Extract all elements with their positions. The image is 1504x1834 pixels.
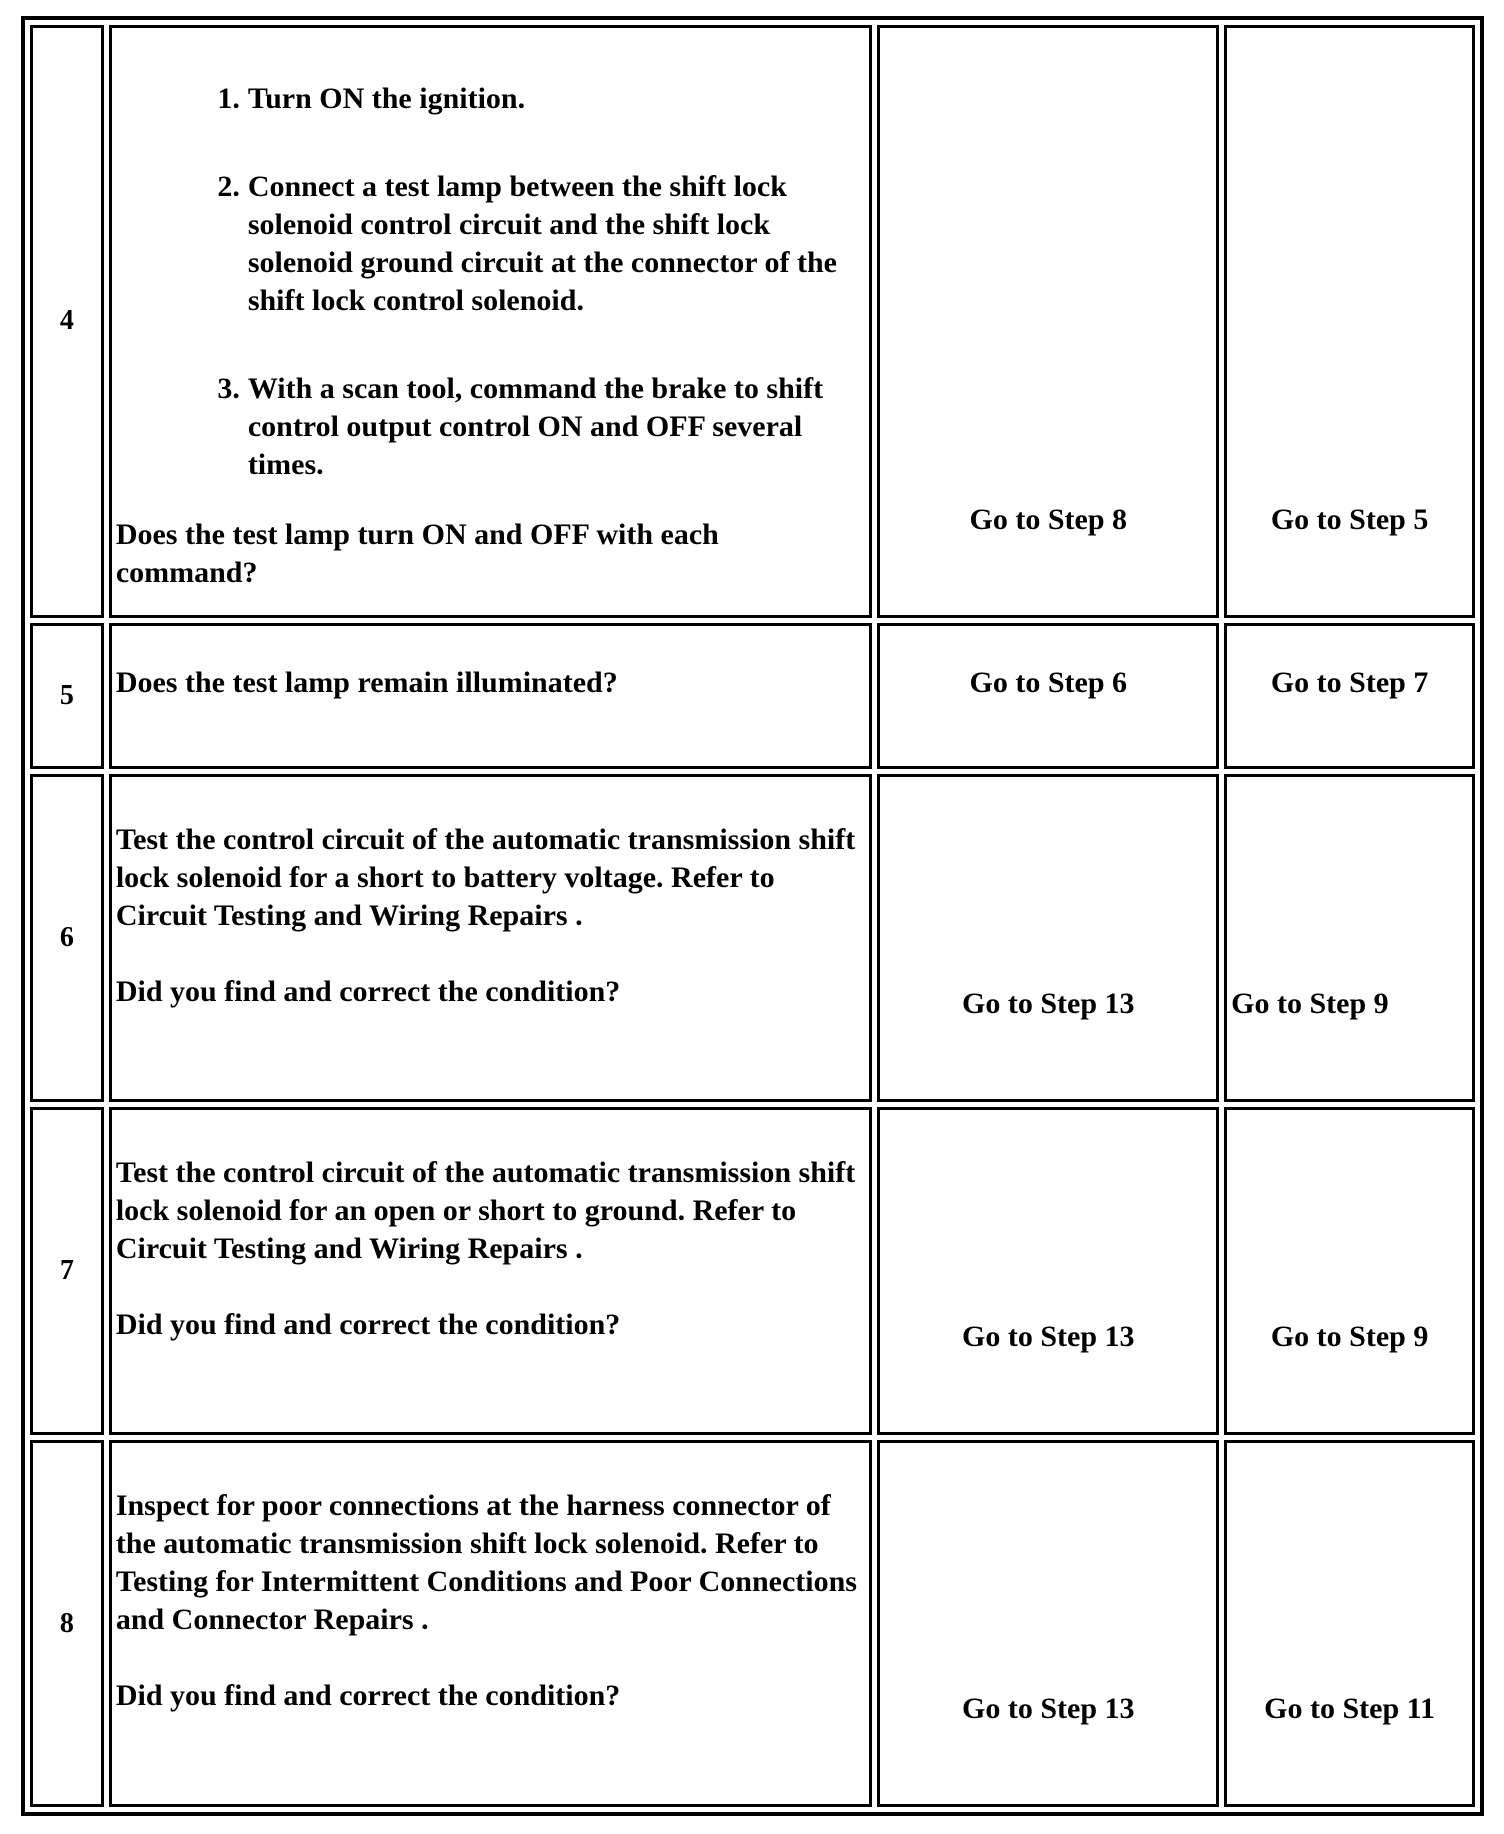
- no-result: Go to Step 11: [1224, 1440, 1475, 1807]
- no-result: Go to Step 5: [1224, 25, 1475, 618]
- substep-list: [116, 80, 862, 484]
- list-item: [116, 370, 862, 484]
- list-item: [116, 168, 862, 320]
- diagnostic-table: [21, 16, 1484, 1816]
- question-text: Did you find and correct the condition?: [115, 1679, 621, 1713]
- action-cell: [109, 1107, 873, 1435]
- action-cell: [109, 25, 873, 618]
- no-result: Go to Step 7: [1224, 623, 1475, 770]
- no-result: Go to Step 9: [1224, 1107, 1475, 1435]
- question-text: Does the test lamp remain illuminated?: [115, 665, 618, 699]
- no-result: Go to Step 9: [1224, 774, 1475, 1102]
- step-number: 4: [30, 25, 104, 618]
- question-text: Did you find and correct the condition?: [115, 1308, 621, 1342]
- step-number: 6: [30, 774, 104, 1102]
- substep-text: With a scan tool, command the brake to shift control output control ON and OFF several times.: [247, 372, 824, 481]
- table-row: [30, 25, 1475, 618]
- substep-number: 1.: [217, 82, 240, 115]
- table-row: [30, 1107, 1475, 1435]
- step-number: 5: [30, 623, 104, 770]
- yes-result: Go to Step 13: [877, 1107, 1219, 1435]
- yes-result: Go to Step 8: [877, 25, 1219, 618]
- yes-result: Go to Step 13: [877, 774, 1219, 1102]
- substep-number: 2.: [217, 170, 240, 203]
- table-row: [30, 1440, 1475, 1807]
- question-text: Does the test lamp turn ON and OFF with each command?: [115, 518, 719, 589]
- table-row: [30, 774, 1475, 1102]
- step-number: 7: [30, 1107, 104, 1435]
- instruction-text: Test the control circuit of the automatic transmission shift lock solenoid for a short to battery voltage. Refer to Circuit Testing and Wiring Repairs .: [115, 823, 856, 933]
- question-text: Did you find and correct the condition?: [115, 975, 621, 1009]
- table-row: [30, 623, 1475, 770]
- list-item: [116, 80, 862, 118]
- action-cell: [109, 1440, 873, 1807]
- substep-text: Turn ON the ignition.: [247, 82, 526, 115]
- yes-result: Go to Step 13: [877, 1440, 1219, 1807]
- substep-number: 3.: [217, 372, 240, 405]
- action-cell: [109, 774, 873, 1102]
- substep-text: Connect a test lamp between the shift lock solenoid control circuit and the shift lock solenoid ground circuit at the connector of the shift lock control solenoid.: [247, 170, 837, 317]
- instruction-text: Inspect for poor connections at the harness connector of the automatic transmission shift lock solenoid. Refer to Testing for Intermittent Conditions and Poor Connections and Connector Repairs .: [115, 1489, 857, 1637]
- step-number: 8: [30, 1440, 104, 1807]
- action-cell: [109, 623, 873, 770]
- instruction-text: Test the control circuit of the automatic transmission shift lock solenoid for an open or short to ground. Refer to Circuit Testing and Wiring Repairs .: [115, 1156, 856, 1266]
- yes-result: Go to Step 6: [877, 623, 1219, 770]
